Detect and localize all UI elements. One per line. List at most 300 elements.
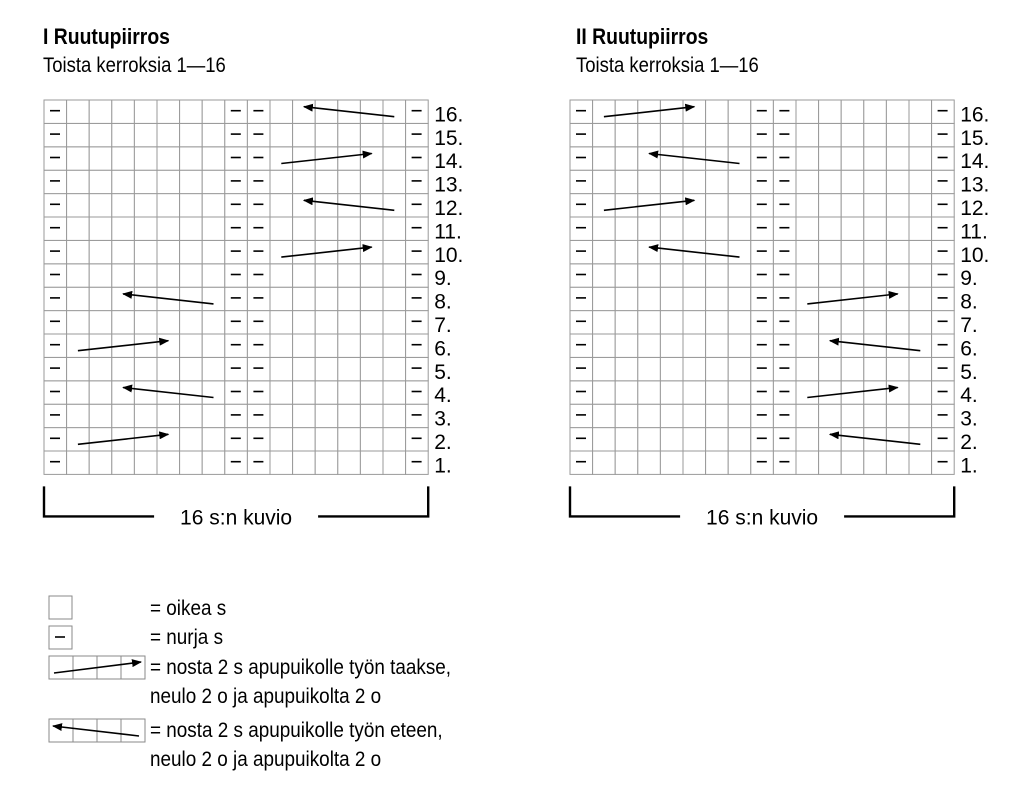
grid-cell — [796, 428, 819, 451]
grid-cell — [67, 170, 90, 193]
grid-cell — [202, 334, 225, 357]
grid-cell — [751, 287, 774, 310]
grid-cell — [112, 194, 135, 217]
grid-cell — [134, 287, 157, 310]
grid-cell — [728, 287, 751, 310]
grid-cell — [841, 334, 864, 357]
grid-cell — [728, 217, 751, 240]
grid-cell — [134, 428, 157, 451]
grid-cell — [728, 381, 751, 404]
grid-cell — [202, 451, 225, 474]
grid-cell — [315, 100, 338, 123]
grid-cell — [315, 334, 338, 357]
grid-cell — [270, 100, 293, 123]
grid-cell — [615, 287, 638, 310]
grid-cell — [570, 264, 593, 287]
grid-cell — [638, 451, 661, 474]
grid-cell — [570, 381, 593, 404]
grid-cell — [593, 381, 616, 404]
grid-cell — [89, 311, 112, 334]
grid-cell — [615, 311, 638, 334]
grid-cell — [293, 264, 316, 287]
grid-cell — [683, 451, 706, 474]
chart-1-title: I Ruutupiirros — [43, 24, 170, 49]
grid-cell — [383, 100, 406, 123]
row-label: 14. — [434, 150, 464, 174]
grid-cell — [89, 100, 112, 123]
grid-cell — [406, 240, 429, 263]
grid-cell — [180, 264, 203, 287]
grid-cell — [909, 451, 932, 474]
grid-cell — [270, 334, 293, 357]
grid-cell — [247, 287, 270, 310]
grid-cell — [202, 123, 225, 146]
grid-cell — [932, 311, 955, 334]
grid-cell — [819, 147, 842, 170]
grid-cell — [44, 264, 67, 287]
grid-cell — [67, 311, 90, 334]
grid-cell — [638, 217, 661, 240]
grid-cell — [886, 357, 909, 380]
grid-cell — [773, 217, 796, 240]
grid-cell — [157, 428, 180, 451]
grid-cell — [819, 170, 842, 193]
grid-cell — [683, 194, 706, 217]
grid-cell — [180, 147, 203, 170]
grid-cell — [864, 194, 887, 217]
grid-cell — [886, 404, 909, 427]
row-label: 3. — [434, 407, 452, 431]
grid-cell — [796, 264, 819, 287]
grid-cell — [593, 147, 616, 170]
row-label: 4. — [434, 384, 452, 408]
grid-cell — [593, 123, 616, 146]
grid-cell — [406, 264, 429, 287]
grid-cell — [706, 287, 729, 310]
grid-cell — [338, 240, 361, 263]
grid-cell — [157, 217, 180, 240]
legend-cable-back-line1: = nosta 2 s apupuikolle työn taakse, — [150, 656, 452, 679]
grid-cell — [383, 147, 406, 170]
grid-cell — [796, 404, 819, 427]
grid-cell — [360, 100, 383, 123]
grid-cell — [89, 123, 112, 146]
grid-cell — [247, 451, 270, 474]
grid-cell — [841, 217, 864, 240]
grid-cell — [270, 428, 293, 451]
grid-cell — [134, 147, 157, 170]
grid-cell — [683, 287, 706, 310]
grid-cell — [202, 287, 225, 310]
grid-cell — [44, 123, 67, 146]
grid-cell — [819, 451, 842, 474]
grid-cell — [728, 451, 751, 474]
grid-cell — [683, 100, 706, 123]
grid-cell — [89, 240, 112, 263]
grid-cell — [886, 123, 909, 146]
grid-cell — [247, 264, 270, 287]
grid-cell — [638, 381, 661, 404]
grid-cell — [67, 217, 90, 240]
row-label: 2. — [960, 431, 978, 454]
grid-cell — [383, 381, 406, 404]
grid-cell — [728, 428, 751, 451]
row-label: 13. — [960, 173, 990, 197]
grid-cell — [864, 264, 887, 287]
grid-cell — [157, 147, 180, 170]
grid-cell — [44, 451, 67, 474]
grid-cell — [293, 217, 316, 240]
grid-cell — [338, 381, 361, 404]
grid-cell — [270, 170, 293, 193]
grid-cell — [841, 100, 864, 123]
grid-cell — [338, 357, 361, 380]
grid-cell — [247, 100, 270, 123]
grid-cell — [796, 451, 819, 474]
grid-cell — [615, 334, 638, 357]
grid-cell — [706, 334, 729, 357]
grid-cell — [728, 170, 751, 193]
grid-cell — [89, 287, 112, 310]
grid-cell — [180, 123, 203, 146]
legend-cable-front-cell — [49, 719, 73, 742]
grid-cell — [638, 264, 661, 287]
grid-cell — [660, 334, 683, 357]
grid-cell — [932, 428, 955, 451]
grid-cell — [909, 287, 932, 310]
legend-cable-front-cell — [97, 719, 121, 742]
grid-cell — [819, 240, 842, 263]
row-label: 5. — [960, 360, 978, 384]
grid-cell — [773, 123, 796, 146]
legend-cable-front-line2: neulo 2 o ja apupuikolta 2 o — [150, 748, 382, 771]
grid-cell — [202, 217, 225, 240]
grid-cell — [570, 170, 593, 193]
grid-cell — [112, 404, 135, 427]
grid-cell — [202, 264, 225, 287]
grid-cell — [315, 170, 338, 193]
grid-cell — [683, 170, 706, 193]
grid-cell — [593, 264, 616, 287]
grid-cell — [909, 170, 932, 193]
grid-cell — [44, 287, 67, 310]
chart-1-grid — [44, 100, 463, 529]
grid-cell — [67, 334, 90, 357]
grid-cell — [819, 194, 842, 217]
grid-cell — [728, 334, 751, 357]
grid-cell — [338, 311, 361, 334]
grid-cell — [134, 123, 157, 146]
grid-cell — [112, 147, 135, 170]
grid-cell — [751, 311, 774, 334]
grid-cell — [660, 170, 683, 193]
grid-cell — [660, 100, 683, 123]
grid-cell — [360, 217, 383, 240]
grid-cell — [593, 311, 616, 334]
grid-cell — [615, 357, 638, 380]
grid-cell — [44, 170, 67, 193]
grid-cell — [180, 404, 203, 427]
grid-cell — [112, 123, 135, 146]
grid-cell — [683, 357, 706, 380]
grid-cell — [270, 381, 293, 404]
grid-cell — [202, 147, 225, 170]
legend-cable-back-cell — [121, 656, 145, 679]
grid-cell — [751, 357, 774, 380]
grid-cell — [134, 170, 157, 193]
grid-cell — [406, 147, 429, 170]
grid-cell — [909, 194, 932, 217]
row-label: 13. — [434, 173, 464, 197]
grid-cell — [180, 357, 203, 380]
grid-cell — [570, 100, 593, 123]
grid-cell — [819, 381, 842, 404]
grid-cell — [683, 311, 706, 334]
grid-cell — [751, 100, 774, 123]
grid-cell — [202, 311, 225, 334]
grid-cell — [819, 428, 842, 451]
grid-cell — [660, 147, 683, 170]
grid-cell — [270, 264, 293, 287]
grid-cell — [338, 170, 361, 193]
grid-cell — [270, 147, 293, 170]
grid-cell — [841, 264, 864, 287]
grid-cell — [864, 100, 887, 123]
grid-cell — [225, 170, 248, 193]
grid-cell — [660, 264, 683, 287]
grid-cell — [751, 428, 774, 451]
grid-cell — [383, 240, 406, 263]
grid-cell — [406, 123, 429, 146]
grid-cell — [570, 357, 593, 380]
grid-cell — [247, 311, 270, 334]
grid-cell — [638, 311, 661, 334]
grid-cell — [593, 170, 616, 193]
grid-cell — [706, 194, 729, 217]
grid-cell — [819, 217, 842, 240]
grid-cell — [225, 428, 248, 451]
grid-cell — [909, 404, 932, 427]
grid-cell — [593, 100, 616, 123]
grid-cell — [112, 451, 135, 474]
chart-1-subtitle: Toista kerroksia 1—16 — [43, 54, 226, 77]
grid-cell — [180, 451, 203, 474]
grid-cell — [570, 451, 593, 474]
grid-cell — [180, 170, 203, 193]
grid-cell — [67, 123, 90, 146]
grid-cell — [134, 264, 157, 287]
grid-cell — [180, 217, 203, 240]
grid-cell — [225, 334, 248, 357]
grid-cell — [360, 123, 383, 146]
grid-cell — [383, 170, 406, 193]
grid-cell — [247, 240, 270, 263]
grid-cell — [660, 287, 683, 310]
grid-cell — [932, 170, 955, 193]
grid-cell — [841, 170, 864, 193]
grid-cell — [383, 357, 406, 380]
grid-cell — [338, 147, 361, 170]
row-label: 15. — [960, 126, 990, 150]
grid-cell — [570, 428, 593, 451]
grid-cell — [886, 334, 909, 357]
grid-cell — [315, 381, 338, 404]
grid-cell — [89, 194, 112, 217]
grid-cell — [773, 451, 796, 474]
grid-cell — [864, 240, 887, 263]
grid-cell — [338, 287, 361, 310]
grid-cell — [315, 287, 338, 310]
grid-cell — [841, 194, 864, 217]
grid-cell — [67, 428, 90, 451]
grid-cell — [225, 404, 248, 427]
grid-cell — [89, 147, 112, 170]
grid-cell — [570, 334, 593, 357]
grid-cell — [202, 240, 225, 263]
row-label: 1. — [960, 454, 978, 478]
grid-cell — [819, 287, 842, 310]
grid-cell — [67, 240, 90, 263]
grid-cell — [67, 194, 90, 217]
grid-cell — [157, 264, 180, 287]
grid-cell — [886, 147, 909, 170]
grid-cell — [706, 147, 729, 170]
grid-cell — [773, 170, 796, 193]
grid-cell — [157, 311, 180, 334]
grid-cell — [886, 217, 909, 240]
grid-cell — [112, 240, 135, 263]
grid-cell — [932, 147, 955, 170]
grid-cell — [44, 100, 67, 123]
grid-cell — [593, 194, 616, 217]
grid-cell — [383, 334, 406, 357]
grid-cell — [660, 217, 683, 240]
grid-cell — [383, 123, 406, 146]
grid-cell — [841, 428, 864, 451]
grid-cell — [796, 100, 819, 123]
grid-cell — [909, 428, 932, 451]
grid-cell — [315, 264, 338, 287]
grid-cell — [406, 451, 429, 474]
grid-cell — [615, 264, 638, 287]
grid-cell — [615, 147, 638, 170]
repeat-bracket-left — [570, 486, 680, 516]
grid-cell — [773, 147, 796, 170]
grid-cell — [134, 404, 157, 427]
grid-cell — [796, 357, 819, 380]
grid-cell — [406, 100, 429, 123]
grid-cell — [247, 147, 270, 170]
grid-cell — [315, 428, 338, 451]
grid-cell — [360, 451, 383, 474]
grid-cell — [841, 357, 864, 380]
grid-cell — [819, 404, 842, 427]
grid-cell — [406, 170, 429, 193]
repeat-bracket-right — [318, 486, 428, 516]
row-label: 1. — [434, 454, 452, 478]
grid-cell — [886, 311, 909, 334]
grid-cell — [202, 170, 225, 193]
grid-cell — [180, 428, 203, 451]
grid-cell — [360, 381, 383, 404]
grid-cell — [751, 451, 774, 474]
grid-cell — [134, 240, 157, 263]
grid-cell — [909, 147, 932, 170]
grid-cell — [225, 264, 248, 287]
grid-cell — [706, 264, 729, 287]
grid-cell — [44, 428, 67, 451]
legend-knit-text: = oikea s — [150, 597, 227, 620]
grid-cell — [383, 194, 406, 217]
grid-cell — [728, 264, 751, 287]
grid-cell — [706, 381, 729, 404]
grid-cell — [247, 428, 270, 451]
grid-cell — [134, 381, 157, 404]
grid-cell — [593, 217, 616, 240]
grid-cell — [660, 311, 683, 334]
grid-cell — [864, 381, 887, 404]
grid-cell — [819, 264, 842, 287]
grid-cell — [270, 194, 293, 217]
grid-cell — [134, 357, 157, 380]
grid-cell — [112, 170, 135, 193]
grid-cell — [67, 357, 90, 380]
grid-cell — [728, 147, 751, 170]
legend-cable-front-cell — [121, 719, 145, 742]
grid-cell — [225, 217, 248, 240]
grid-cell — [134, 451, 157, 474]
grid-cell — [112, 100, 135, 123]
grid-cell — [638, 404, 661, 427]
grid-cell — [293, 451, 316, 474]
grid-cell — [864, 451, 887, 474]
grid-cell — [270, 217, 293, 240]
grid-cell — [683, 428, 706, 451]
grid-cell — [67, 147, 90, 170]
grid-cell — [570, 240, 593, 263]
row-label: 6. — [960, 337, 978, 361]
grid-cell — [683, 381, 706, 404]
grid-cell — [728, 311, 751, 334]
grid-cell — [841, 404, 864, 427]
grid-cell — [864, 404, 887, 427]
grid-cell — [886, 381, 909, 404]
grid-cell — [293, 404, 316, 427]
grid-cell — [247, 217, 270, 240]
grid-cell — [315, 404, 338, 427]
grid-cell — [270, 311, 293, 334]
grid-cell — [338, 123, 361, 146]
grid-cell — [751, 123, 774, 146]
grid-cell — [360, 147, 383, 170]
grid-cell — [44, 194, 67, 217]
grid-cell — [293, 357, 316, 380]
grid-cell — [315, 194, 338, 217]
grid-cell — [706, 428, 729, 451]
grid-cell — [202, 100, 225, 123]
grid-cell — [638, 334, 661, 357]
row-label: 6. — [434, 337, 452, 361]
grid-cell — [638, 147, 661, 170]
grid-cell — [932, 357, 955, 380]
grid-cell — [706, 170, 729, 193]
grid-cell — [202, 404, 225, 427]
grid-cell — [293, 287, 316, 310]
grid-cell — [89, 217, 112, 240]
grid-cell — [112, 264, 135, 287]
grid-cell — [293, 428, 316, 451]
grid-cell — [683, 123, 706, 146]
